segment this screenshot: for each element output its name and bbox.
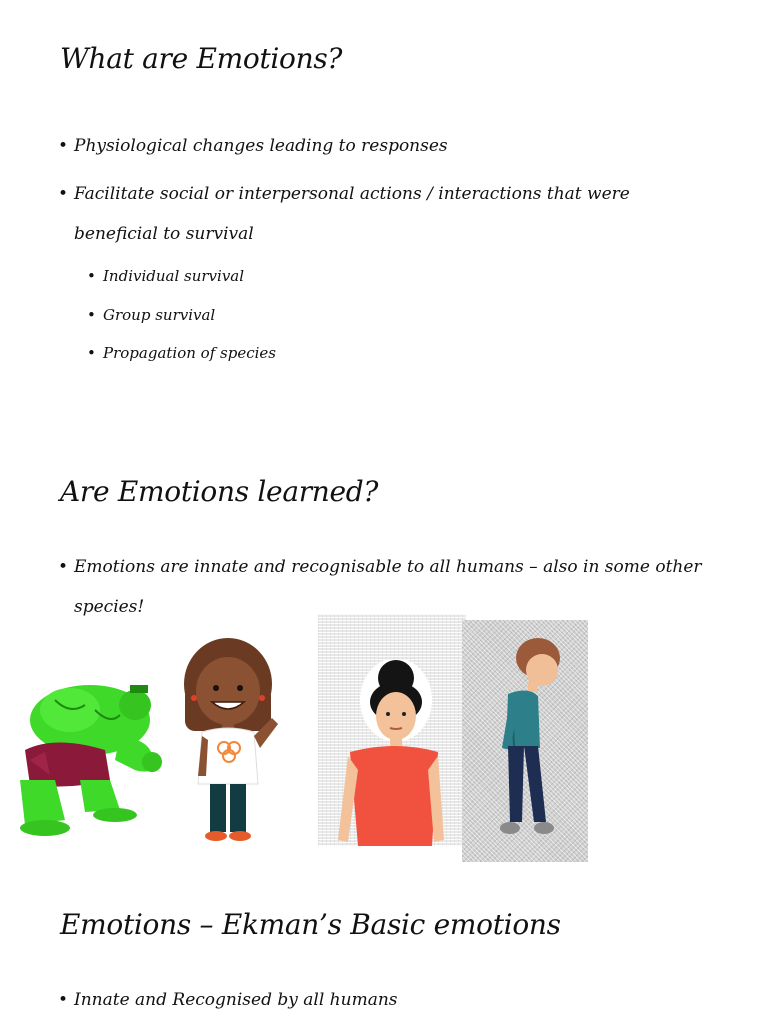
bullet-dot: • [87, 267, 96, 285]
bullet-text: Innate and Recognised by all humans [74, 990, 398, 1010]
bullet-dot: • [58, 557, 69, 577]
angry-hulk-illustration [10, 680, 165, 840]
sub-bullet-item [87, 343, 276, 363]
sad-man-illustration [480, 636, 580, 850]
bullet-dot: • [58, 184, 69, 204]
bullet-dot: • [87, 306, 96, 324]
sub-bullet-text: Propagation of species [103, 344, 276, 362]
heading-what-are-emotions: What are Emotions? [60, 42, 343, 75]
bullet-item [58, 174, 718, 254]
bullet-dot: • [87, 344, 96, 362]
bullet-dot: • [58, 136, 69, 156]
bullet-item [58, 126, 718, 166]
bullet-text: Facilitate social or interpersonal actions / interactions that were beneficial to survival [74, 184, 630, 244]
sub-bullet-text: Individual survival [103, 267, 245, 285]
heading-ekman-basic-emotions: Emotions – Ekman’s Basic emotions [60, 908, 561, 941]
sub-bullet-item [87, 266, 244, 286]
sub-bullet-text: Group survival [103, 306, 216, 324]
bullet-text: Emotions are innate and recognisable to all humans – also in some other species! [74, 557, 702, 617]
happy-girl-illustration [180, 636, 285, 846]
bullet-item [58, 980, 718, 1020]
bullet-dot: • [58, 990, 69, 1010]
neutral-woman-illustration [330, 660, 450, 846]
sub-bullet-item [87, 305, 215, 325]
bullet-text: Physiological changes leading to responses [74, 136, 448, 156]
heading-are-emotions-learned: Are Emotions learned? [60, 475, 379, 508]
